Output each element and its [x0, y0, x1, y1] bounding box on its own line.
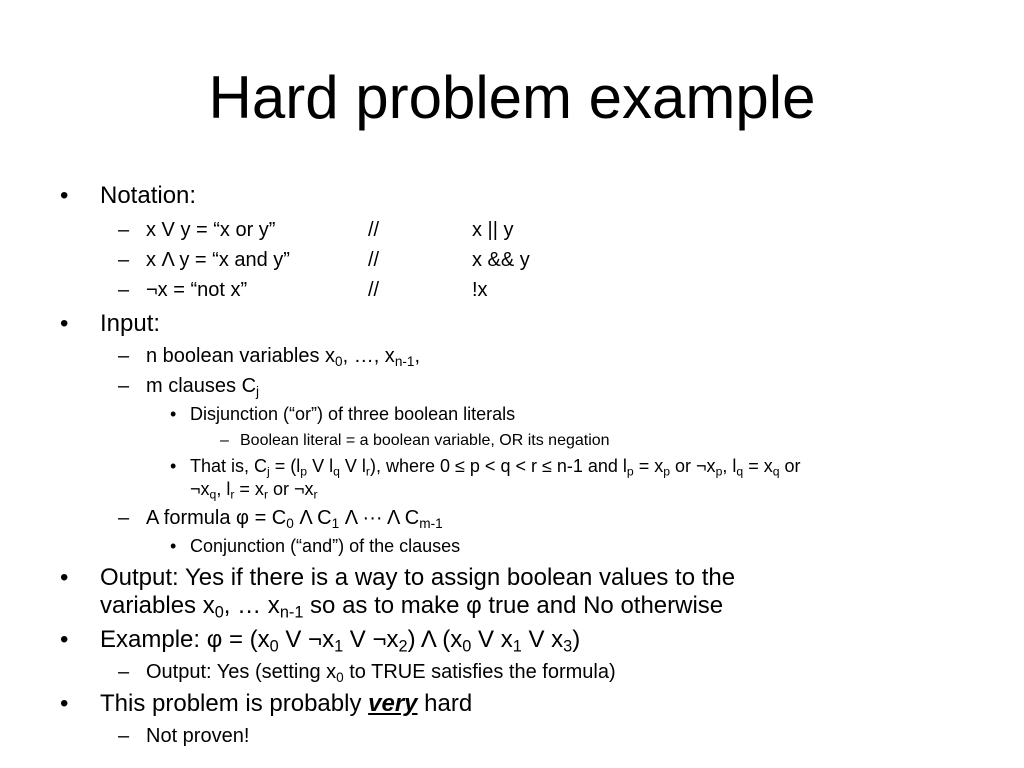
dash-marker: –: [118, 249, 130, 271]
dash-marker: –: [220, 432, 229, 449]
example-output: Output: Yes (setting $x_0$ to TRUE satisfies the formula): [146, 661, 616, 685]
notation-expr: ¬x = “not x”: [146, 279, 248, 301]
bullet-marker: •: [60, 182, 69, 209]
notation-expr: x Λ y = “x and y”: [146, 249, 290, 271]
output-line1: Output: Yes if there is a way to assign boolean values to the: [100, 564, 736, 591]
dash-marker: –: [118, 345, 130, 367]
bullet-marker: •: [60, 564, 69, 591]
hardness-statement: This problem is probably very hard: [100, 690, 473, 717]
input-clauses: m clauses $C_j$: [146, 375, 260, 399]
dash-marker: –: [118, 375, 130, 397]
notation-sep: //: [368, 219, 380, 241]
clause-definition-line1: That is, $C_j = (l_p$ V $l_q$ V $l_r$), where 0 ≤ p < q < r ≤ n-1 and $l_p = x_p$ or $\neg x_p$, $l_q = x_q$ or: [190, 456, 801, 479]
emphasis-very: very: [368, 690, 418, 717]
dash-marker: –: [118, 661, 130, 683]
formula-definition: A formula $\varphi = C_0$ Λ $C_1$ Λ ··· Λ $C_{m-1}$: [146, 507, 443, 531]
notation-code: !x: [472, 279, 488, 301]
output-line2: variables $x_0$, … $x_{n-1}$ so as to make φ true and No otherwise: [100, 592, 724, 622]
notation-heading: Notation:: [100, 182, 197, 209]
disjunction-text: Disjunction (“or”) of three boolean literals: [190, 404, 516, 424]
dash-marker: –: [118, 725, 130, 747]
conjunction-text: Conjunction (“and”) of the clauses: [190, 536, 461, 556]
notation-code: x || y: [472, 219, 514, 241]
bullet-marker: •: [170, 536, 177, 556]
bullet-marker: •: [60, 690, 69, 717]
bullet-marker: •: [170, 456, 177, 476]
slide-title: Hard problem example: [208, 64, 816, 131]
hardness-note: Not proven!: [146, 725, 250, 747]
clause-definition-line2: $\neg x_q$, $l_r = x_r$ or $\neg x_r$: [190, 479, 318, 502]
notation-sep: //: [368, 279, 380, 301]
example-formula: Example: $\varphi = (x_0$ V $\neg x_1$ V $\neg x_2$) Λ ($x_0$ V $x_1$ V $x_3$): [100, 626, 581, 656]
dash-marker: –: [118, 219, 130, 241]
literal-definition: Boolean literal = a boolean variable, OR its negation: [240, 432, 610, 449]
bullet-marker: •: [60, 626, 69, 653]
dash-marker: –: [118, 279, 130, 301]
dash-marker: –: [118, 507, 130, 529]
bullet-marker: •: [60, 310, 69, 337]
input-heading: Input:: [100, 310, 161, 337]
notation-sep: //: [368, 249, 380, 271]
input-variables: n boolean variables $x_0$, …, $x_{n-1}$,: [146, 345, 421, 369]
notation-expr: x V y = “x or y”: [146, 219, 276, 241]
notation-code: x && y: [472, 249, 530, 271]
bullet-marker: •: [170, 404, 177, 424]
